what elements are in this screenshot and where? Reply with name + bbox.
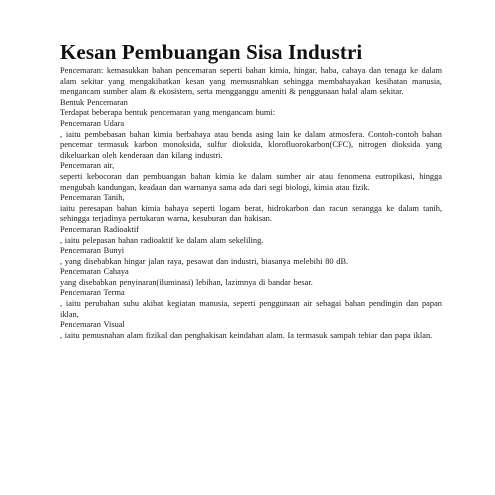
heading-thermal-pollution: Pencemaran Terma [60, 288, 125, 298]
heading-forms: Bentuk Pencemaran [60, 97, 128, 107]
paragraph-soil-pollution: iaitu peresapan bahan kimia bahaya seperti logam berat, hidrokarbon dan racun serangga ke dalam tanih, sehingga terjadinya pertukaran warna, kesuburan dan hakisan. [60, 203, 442, 224]
paragraph-air-pollution: , iaitu pembebasan bahan kimia berbahaya atau benda asing lain ke dalam atmosfera. Contoh-contoh bahan pencemar termasuk karbon monoksida, sulfur dioksida, klorofluorokarbon(CFC), nitrogen dioksida yang dikeluarkan oleh kenderaan dan kilang industri. [60, 129, 442, 160]
heading-soil-pollution: Pencemaran Tanih, [60, 193, 125, 203]
paragraph-visual-pollution: , iaitu pemusnahan alam fizikal dan penghakisan keindahan alam. Ia termasuk sampah tebiar dan papa iklan. [60, 330, 433, 340]
heading-light-pollution: Pencemaran Cahaya [60, 267, 129, 277]
document-page [60, 40, 442, 341]
paragraph-intro: Terdapat beberapa bentuk pencemaran yang mengancam bumi: [60, 108, 276, 118]
paragraph-water-pollution: seperti kebocoran dan pembuangan bahan kimia ke dalam sumber air atau fenomena eutropikasi, hingga mengubah kandungan, keadaan dan warnanya sama ada dari segi biologi, kimia atau fizik. [60, 171, 442, 192]
heading-visual-pollution: Pencemaran Visual [60, 320, 125, 330]
heading-water-pollution: Pencemaran air, [60, 161, 115, 171]
paragraph-light-pollution: yang disebabkan penyinaran(iluminasi) lebihan, lazimnya di bandar besar. [60, 277, 313, 287]
paragraph-radioactive-pollution: , iaitu pelepasan bahan radioaktif ke dalam alam sekeliling. [60, 235, 264, 245]
heading-air-pollution: Pencemaran Udara [60, 118, 125, 128]
document-title: Kesan Pembuangan Sisa Industri [60, 40, 363, 64]
paragraph-noise-pollution: , yang disebabkan hingar jalan raya, pesawat dan industri, biasanya melebihi 80 dB. [60, 256, 349, 266]
heading-radioactive-pollution: Pencemaran Radioaktif [60, 224, 139, 234]
paragraph-definition: Pencemaran: kemasukkan bahan pencemaran seperti bahan kimia, hingar, haba, cahaya dan tenaga ke dalam alam sekitar yang mengakibatkan kesan yang memusnahkan sehingga membahayakan kesihatan manusia, mengancam sumber alam & ekosistem, serta mengganggu ameniti & penggunaan halal alam sekitar. [60, 66, 442, 97]
paragraph-thermal-pollution: , iaitu perubahan suhu akibat kegiatan manusia, seperti penggunaan air sebagai bahan pendingin dan papan iklan, [60, 299, 442, 319]
heading-noise-pollution: Pencemaran Bunyi [60, 246, 125, 256]
